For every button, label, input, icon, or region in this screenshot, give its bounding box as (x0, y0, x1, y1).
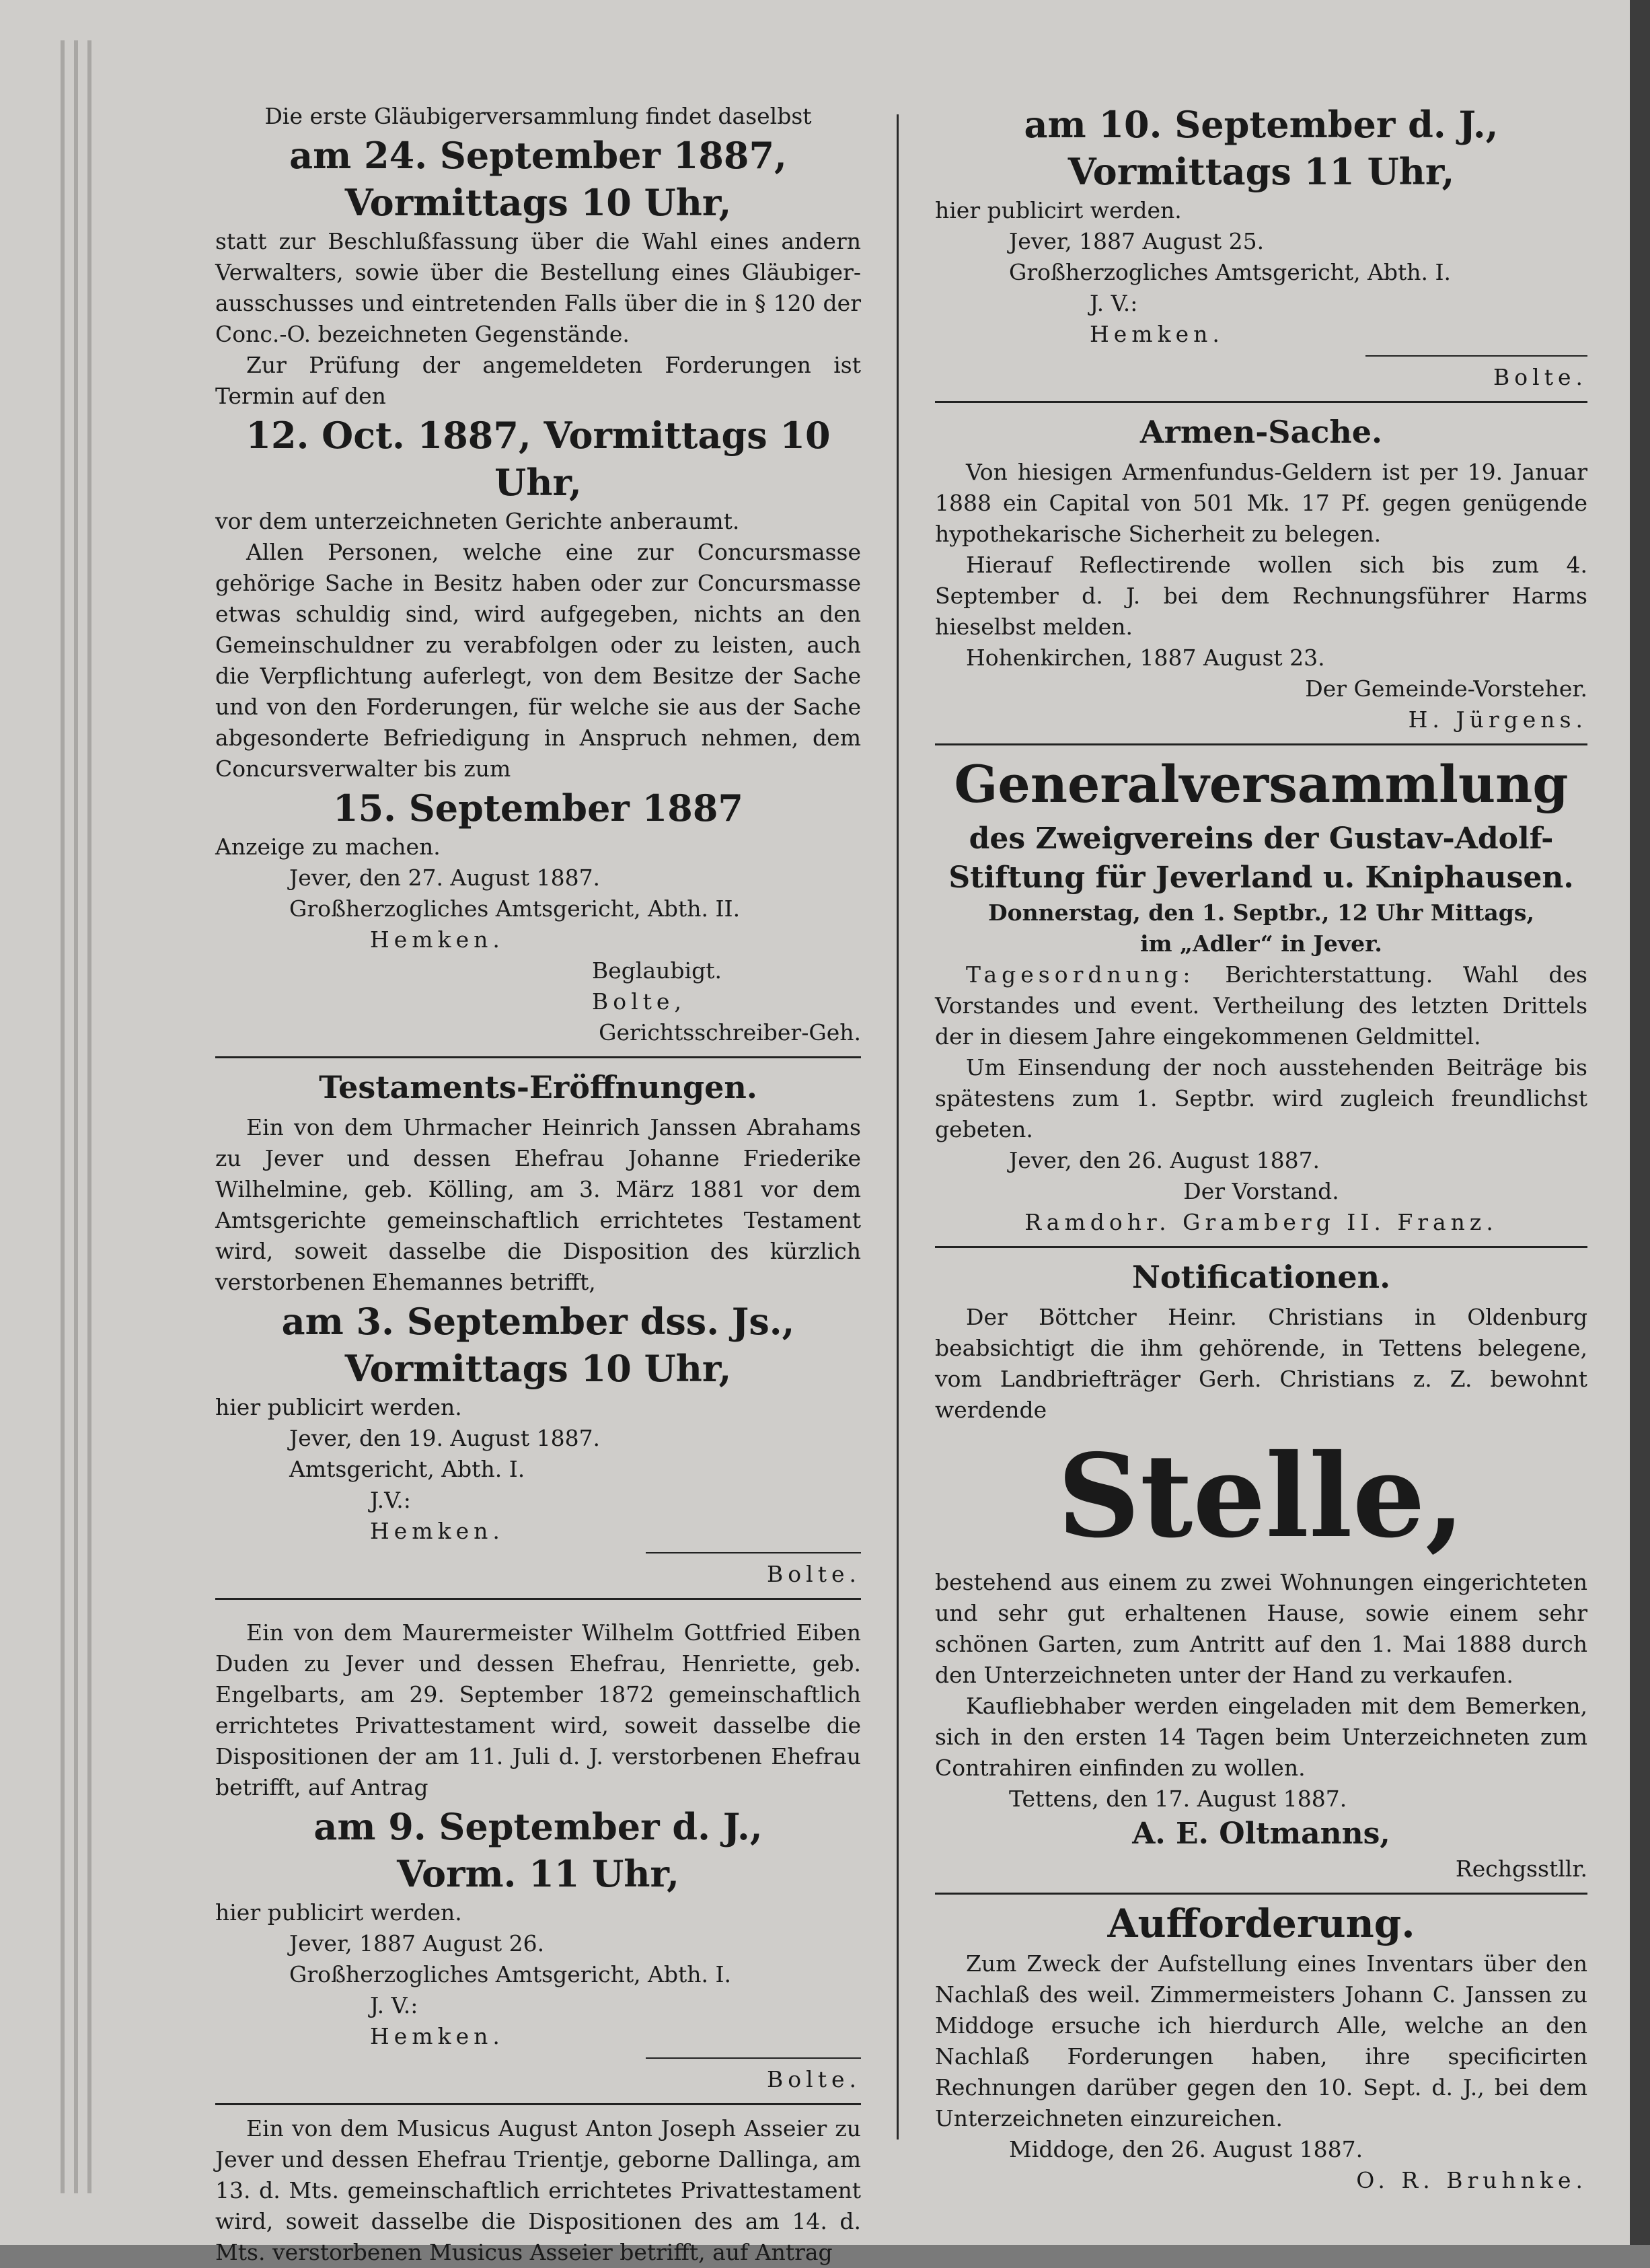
right-column (935, 101, 1587, 2196)
section-rule (215, 1598, 861, 1600)
notif-big-word: Stelle, (1057, 1429, 1465, 1564)
page-edge (74, 40, 78, 2193)
testament-clerk: Bolte. (767, 1561, 861, 1587)
general-subtitle: des Zweigvereins der Gustav-Adolf- (969, 821, 1554, 856)
section-rule (935, 1246, 1587, 1248)
agenda-label: Tagesordnung: (966, 961, 1195, 988)
agenda-text: Berichterstattung. Wahl des Vorstandes und event. Vertheilung des letzten Drittels der in diesem Jahre eingekommenen Geldmittel. (935, 961, 1587, 1050)
armen-body: Von hiesigen Armenfundus-Geldern ist per 19. Januar 1888 ein Capital von 501 Mk. 17 Pf. gegen genügende hypothekarische Sicherheit zu belegen. (935, 459, 1587, 547)
notice-judge: Hemken. (370, 926, 504, 953)
testament-date: am 10. September d. J., (1024, 103, 1499, 146)
page-edge (87, 40, 91, 2193)
section-title: Testaments-Eröffnungen. (319, 1069, 757, 1105)
general-body: Um Einsendung der noch ausstehenden Beiträge bis spätestens zum 1. Septbr. wird zugleich freundlichst gebeten. (935, 1054, 1587, 1142)
general-role: Der Vorstand. (1183, 1178, 1339, 1204)
testament-clerk: Bolte. (767, 2066, 861, 2092)
testament-court: Amtsgericht, Abth. I. (289, 1456, 525, 1482)
notif-place: Tettens, den 17. August 1887. (1009, 1786, 1347, 1812)
signature-rule (1365, 355, 1587, 357)
testament-body: Ein von dem Maurermeister Wilhelm Gottfried Eiben Duden zu Jever und dessen Ehefrau, Henriette, geb. Engelbarts, am 29. September 1872 gemeinschaftlich errichtetes Privattestament wird, soweit dasselbe die Dispositionen der am 11. Juli d. J. verstorbenen Ehefrau betrifft, auf Antrag (215, 1619, 861, 1800)
testament-tail: hier publicirt werden. (935, 197, 1182, 223)
signature-rule (646, 2057, 861, 2059)
armen-name: H. Jürgens. (1408, 706, 1587, 733)
testament-date: am 9. September d. J., (313, 1805, 763, 1848)
notice-clerk: Bolte, (592, 988, 686, 1015)
notice-date: 12. Oct. 1887, Vormittags 10 Uhr, (246, 414, 831, 504)
testament-judge: Hemken. (370, 1518, 504, 1544)
section-rule (935, 401, 1587, 403)
general-subtitle: Stiftung für Jeverland u. Kniphausen. (948, 861, 1574, 895)
auff-body: Zum Zweck der Aufstellung eines Inventars über den Nachlaß des weil. Zimmermeisters Johann C. Janssen zu Middoge ersuche ich hierdurch Alle, welche an den Nachlaß Forderungen haben, ihre specificirten Rechnungen darüber gegen den 10. Sept. d. J., bei dem Unterzeichneten einzureichen. (935, 1950, 1587, 2131)
section-rule (935, 1893, 1587, 1895)
notice-date: 15. September 1887 (333, 787, 743, 830)
book-spine (1630, 0, 1650, 2245)
armen-title: Armen-Sache. (1139, 414, 1383, 450)
testament-court: Großherzogliches Amtsgericht, Abth. I. (289, 1961, 732, 1987)
notif-role: Rechgsstllr. (1455, 1856, 1587, 1882)
notice-body: Zur Prüfung der angemeldeten Forderungen ist Termin auf den (215, 352, 861, 409)
notif-body: Kaufliebhaber werden eingeladen mit dem Bemerken, sich in den ersten 14 Tagen beim Unterzeichneten zum Contrahiren einfinden zu wollen. (935, 1693, 1587, 1781)
notice-body: vor dem unterzeichneten Gerichte anberaumt. (215, 508, 740, 534)
testament-place: Jever, 1887 August 25. (1009, 228, 1265, 254)
testament-place: Jever, 1887 August 26. (289, 1930, 545, 1956)
notif-title: Notificationen. (1131, 1259, 1391, 1295)
testament-time: Vormittags 10 Uhr, (344, 1347, 732, 1390)
testament-tail: hier publicirt werden. (215, 1899, 462, 1926)
notice-certified: Beglaubigt. (592, 957, 722, 984)
testament-place: Jever, den 19. August 1887. (289, 1425, 601, 1451)
section-rule (215, 1056, 861, 1058)
testament-time: Vormittags 11 Uhr, (1067, 150, 1455, 193)
auff-place: Middoge, den 26. August 1887. (1009, 2136, 1363, 2162)
general-title: Generalversammlung (954, 754, 1569, 814)
section-rule (215, 2103, 861, 2105)
page-edge (61, 40, 65, 2193)
testament-iv: J. V.: (1090, 290, 1138, 316)
testament-body: Ein von dem Uhrmacher Heinrich Janssen Abrahams zu Jever und dessen Ehefrau Johanne Friederike Wilhelmine, geb. Kölling, am 3. März 1881 vor dem Amtsgerichte gemeinschaftlich errichtetes Testament wird, soweit dasselbe die Disposition des kürzlich verstorbenen Ehemannes betrifft, (215, 1114, 861, 1295)
notice-date: am 24. September 1887, (289, 134, 787, 177)
general-where: im „Adler“ in Jever. (1140, 930, 1382, 957)
general-place: Jever, den 26. August 1887. (1009, 1147, 1320, 1173)
notice-time: Vormittags 10 Uhr, (344, 181, 732, 224)
notif-body: bestehend aus einem zu zwei Wohnungen eingerichteten und sehr gut erhaltenen Hause, sowie einem sehr schönen Garten, zum Antritt auf den 1. Mai 1888 durch den Unterzeichneten unter der Hand zu verkaufen. (935, 1569, 1587, 1688)
testament-iv: J. V.: (370, 1992, 418, 2018)
general-when: Donnerstag, den 1. Septbr., 12 Uhr Mittags, (988, 900, 1534, 926)
auff-title: Aufforderung. (1107, 1901, 1415, 1946)
notice-body: statt zur Beschlußfassung über die Wahl eines andern Verwalters, sowie über die Bestellung eines Gläubiger-ausschusses und eintretenden Falls über die in § 120 der Conc.-O. bezeichneten Gegenstände. (215, 228, 861, 347)
notice-place: Jever, den 27. August 1887. (289, 865, 601, 891)
testament-clerk: Bolte. (1493, 364, 1587, 390)
notif-body: Der Böttcher Heinr. Christians in Oldenburg beabsichtigt die ihm gehörende, in Tettens belegene, vom Landbriefträger Gerh. Christians z. Z. bewohnt werdende (935, 1304, 1587, 1423)
notice-clerk-title: Gerichtsschreiber-Geh. (599, 1019, 861, 1046)
signature-rule (646, 1552, 861, 1553)
column-divider (897, 114, 899, 2139)
auff-name: O. R. Bruhnke. (1356, 2167, 1587, 2193)
notif-name: A. E. Oltmanns, (1132, 1817, 1390, 1851)
armen-place: Hohenkirchen, 1887 August 23. (966, 645, 1325, 671)
left-column (215, 101, 861, 2268)
testament-body: Ein von dem Musicus August Anton Joseph Asseier zu Jever und dessen Ehefrau Trientje, geborne Dallinga, am 13. d. Mts. gemeinschaftlich errichtetes Privattestament wird, soweit dasselbe die Dispositionen des am 14. d. Mts. verstorbenen Musicus Asseier betrifft, auf Antrag (215, 2115, 861, 2265)
armen-body: Hierauf Reflectirende wollen sich bis zum 4. September d. J. bei dem Rechnungsführer Harms hieselbst melden. (935, 552, 1587, 640)
general-names: Ramdohr. Gramberg II. Franz. (1024, 1209, 1498, 1235)
testament-iv: J.V.: (370, 1487, 411, 1513)
section-rule (935, 743, 1587, 745)
notice-line: Die erste Gläubigerversammlung findet daselbst (264, 103, 812, 129)
testament-judge: Hemken. (370, 2023, 504, 2049)
testament-court: Großherzogliches Amtsgericht, Abth. I. (1009, 259, 1452, 285)
notice-body: Allen Personen, welche eine zur Concursmasse gehörige Sache in Besitz haben oder zur Concursmasse etwas schuldig sind, wird aufgegeben, nichts an den Gemeinschuldner zu verabfolgen oder zu leisten, auch die Verpflichtung auferlegt, von dem Besitze der Sache und von den Forderungen, für welche sie aus der Sache abgesonderte Befriedigung in Anspruch nehmen, dem Concursverwalter bis zum (215, 539, 861, 782)
general-agenda (935, 959, 1587, 1052)
notice-body: Anzeige zu machen. (215, 834, 441, 860)
testament-time: Vorm. 11 Uhr, (397, 1852, 679, 1895)
armen-role: Der Gemeinde-Vorsteher. (1305, 675, 1587, 702)
notice-court: Großherzogliches Amtsgericht, Abth. II. (289, 895, 741, 922)
testament-tail: hier publicirt werden. (215, 1394, 462, 1420)
testament-judge: Hemken. (1090, 321, 1224, 347)
testament-date: am 3. September dss. Js., (281, 1300, 795, 1343)
